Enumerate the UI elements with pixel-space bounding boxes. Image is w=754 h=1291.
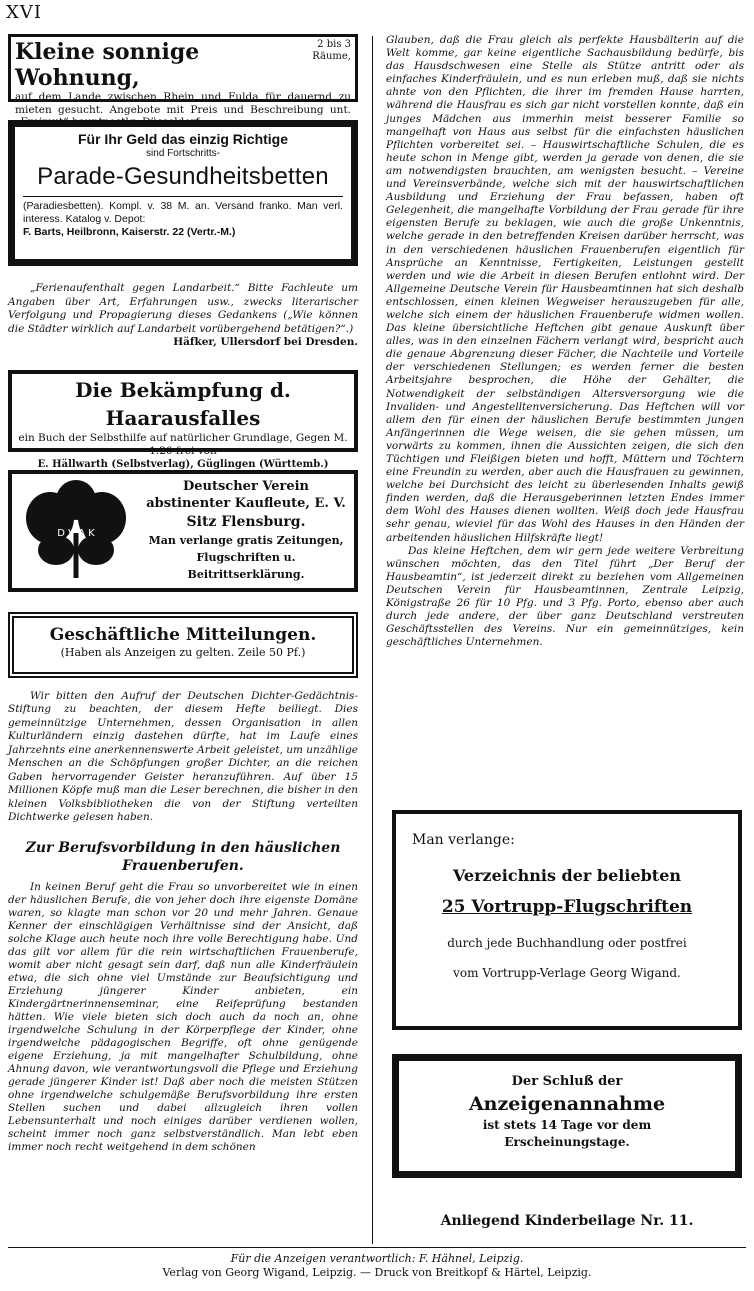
ad-abstinent-line2: abstinenter Kaufleute, E. V. xyxy=(146,495,346,511)
ad-vortrupp xyxy=(392,810,742,1030)
ad-beds-line1: Für Ihr Geld das einzig Richtige xyxy=(77,131,289,147)
footer-line1: Für die Anzeigen verantwortlich: F. Hähnel, Leipzig. xyxy=(230,1252,524,1265)
article-title: Zur Berufsvorbildung in den häuslichen Frauenberufen. xyxy=(25,839,341,874)
footer-rule xyxy=(8,1247,746,1248)
ad-beds-line2: sind Fortschritts- xyxy=(146,148,220,159)
article-body-start: In keinen Beruf geht die Frau so unvorbereitet wie in einen der häuslichen Berufe, die von jeher doch ihre eigenste Domäne waren, so klagte man schon vor 20 und mehr Jahren. Genaue Kenner der einschlägigen Verhältnisse sind der Ansicht, daß solche Klage auch heute noch ihre volle Berechtigung habe. Und das gilt vor allem für die rein wirtschaftlichen Frauenberufe, womit aber nicht gesagt sein darf, daß nun alle Kinderfräulein etwa, die sich ohne viel Umstände zur Beaufsichtigung und Erziehung jüngerer Kinder anbieten, ein Kindergärtnerinnenseminar, eine Reifeprüfung bestanden hätten. Wie viele bieten sich doch auch da noch an, ohne irgendwelche Schulung in der Körperpflege der Kinder, ohne irgendwelche pädagogischen Begriffe, oft ohne genügende eigene Erziehung, ja mit mangelhafter Schulbildung, ohne Ahnung davon, wie verantwortungsvoll die Pflege und Erziehung gerade jüngerer Kinder ist! Daß aber noch die meisten Stützen ohne irgendwelche schulgemäße Berufsvorbildung ihre ersten Stellen suchen und dabei allzugleich ihren vollen Lebensunterhalt und noch einiges darüber verdienen wollen, scheint immer noch ganz selbstverständlich. Man lebt eben immer noch recht weitgehend in dem schönen xyxy=(8,880,358,1153)
article-body-continued: Glauben, daß die Frau gleich als perfekte Hausbälterin auf die Welt komme, gar keine eigentliche Sachausbildung bedürfe, bis das Hausdschwesen eine Stelle als Stütze antritt oder als einfaches Kinderfräulein, und es nun erleben muß, daß sie nichts ahnte von den Pflichten, die ihrer im fremden Hause harrten, während die Hausfrau es sich gar nicht vorstellen konnte, daß ein junges Mädchen aus immerhin meist besserer Familie so mangelhaft von Haus aus selbst für die einfachsten häuslichen Pflichten vorbereitet sei. – Hauswirtschaftliche Schulen, die es heute schon in Menge gibt, werden ja gerade von denen, die sie am notwendigsten brauchten, am wenigsten besucht. – Vereine und Vereinsverbände, welche sich mit der hauswirtschaftlichen Ausbildung und Erziehung der Frau befassen, haben oft Gelegenheit, die mangelhafte Vorbildung der Frau gerade für ihre eigensten Berufe zu beklagen, wie auch die große Unkenntnis, welche gerade in den betreffenden Kreisen darüber herrscht, was in den verschiedenen häuslichen Frauenberufen eigentlich für Ansprüche an Kenntnisse, Fertigkeiten, Leistungen gestellt werden und wie die Arbeit in diesen Berufen entlohnt wird. Der Allgemeine Deutsche Verein für Hausbeamtinnen hat sich deshalb entschlossen, einen kleinen Wegweiser herauszugeben für alle, welche sich einem der häuslichen Frauenberufe widmen wollen. Das kleine übersichtliche Heftchen gibt genaue Auskunft über alles, was in den einzelnen Fächern verlangt wird, bespricht auch die genaue Abgrenzung dieser Fächer, die Nachteile und Vorteile der verschiedenen Stellungen; es werden ferner die besten Arbeitsjahre besprochen, die Höhe der Gehälter, die Notwendigkeit der selbständigen Altersversorgung wie die Invaliden- und Angestelltenversicherung. Das Heftchen will vor allem den für einen der häuslichen Berufe bestimmten jungen Anfängerinnen die Wege weisen, die sie gehen müssen, um vorwärts zu kommen, ihnen die Aussichten zeigen, die sich den Tüchtigen und Fleißigen bieten und hofft, Müttern und Töchtern eine Freundin zu werden, aber auch die Hausfrauen zu gewinnen, welche bei Durchsicht des leicht zu überlesenden Inhalts gewiß finden werden, daß die Herausgeberinnen letzten Endes immer dem Wohl des Hauses dienen wollten. Weiß doch jede Hausfrau sehr genau, wieviel für das Wohl des Hauses in den Händen der arbeitenden häuslichen Hilfskräfte liegt! xyxy=(386,34,744,544)
ad-hair-address: E. Hällwarth (Selbstverlag), Güglingen (Württemb.) xyxy=(37,458,329,470)
footer-line2: Verlag von Georg Wigand, Leipzig. — Druck von Breitkopf & Härtel, Leipzig. xyxy=(162,1266,592,1279)
right-column xyxy=(386,34,744,1229)
ad-apartment-rooms: 2 bis 3 Räume, xyxy=(312,39,351,62)
notice-ferien xyxy=(8,282,358,350)
supplement-note: Anliegend Kinderbeilage Nr. 11. xyxy=(440,1213,694,1229)
section-box-business xyxy=(8,612,358,678)
ad-hair xyxy=(8,370,358,470)
ad-vortrupp-line3: 25 Vortrupp-Flugschriften xyxy=(441,897,693,917)
ad-beds-divider xyxy=(23,196,343,197)
ad-apartment xyxy=(8,34,358,128)
ad-beds xyxy=(8,120,358,266)
ad-beds-body: (Paradiesbetten). Kompl. v. 38 M. an. Versand franko. Man verl. interess. Katalog v. Depot: xyxy=(23,200,343,225)
ad-vortrupp-line5: vom Vortrupp-Verlage Georg Wigand. xyxy=(453,966,681,980)
notice-body: „Ferienaufenthalt gegen Landarbeit.“ Bitte Fachleute um Angaben über Art, Erfahrungen usw., zwecks literarischer Verfolgung und Propagierung dieses Gedankens („Wie können die Städter wirklich auf Landarbeit vorübergehend betätigen?“.) xyxy=(8,282,358,335)
ad-abstinent-association xyxy=(8,470,358,592)
ad-abstinent-line3: Sitz Flensburg. xyxy=(186,513,306,530)
ad-vortrupp-line1: Man verlange: xyxy=(412,832,515,848)
column-divider xyxy=(372,36,373,1244)
ad-hair-title: Die Bekämpfung d. Haarausfalles xyxy=(75,377,291,430)
ad-vortrupp-line2: Verzeichnis der beliebten xyxy=(452,866,682,885)
ad-apartment-body: auf dem Lande zwischen Rhein und Fulda für dauernd zu mieten gesucht. Angebote mit Preis und Beschreibung unt. „Freimut“ hauptpostlg. Düsseldorf. xyxy=(15,91,351,128)
ad-vortrupp-line4: durch jede Buchhandlung oder postfrei xyxy=(447,936,687,950)
ad-abstinent-line4: Man verlange gratis Zeitungen, Flugschriften u. Beitrittserklärung. xyxy=(148,533,344,581)
notice-signature: Häfker, Ullersdorf bei Dresden. xyxy=(173,336,358,348)
ad-deadline-line1: Der Schluß der xyxy=(511,1074,623,1089)
ad-hair-body: ein Buch der Selbsthilfe auf natürlicher Grundlage, Gegen M. 1.20 frei von xyxy=(18,431,348,457)
section-subtitle: (Haben als Anzeigen zu gelten. Zeile 50 Pf.) xyxy=(60,645,306,659)
footer xyxy=(0,1252,754,1280)
ad-deadline-line4: Erscheinungstage. xyxy=(504,1135,630,1149)
ad-apartment-headline: Kleine sonnige Wohnung, xyxy=(15,39,200,91)
left-column xyxy=(8,34,358,1154)
section-title: Geschäftliche Mitteilungen. xyxy=(49,624,317,645)
logo-letters: D V A K xyxy=(57,527,95,539)
ad-deadline-line3: ist stets 14 Tage vor dem xyxy=(482,1118,652,1132)
oak-leaf-logo-icon xyxy=(16,478,136,584)
article-body-end: Das kleine Heftchen, dem wir gern jede weitere Verbreitung wünschen möchten, das den Titel führt „Der Beruf der Hausbeamtin“, ist jederzeit direkt zu beziehen vom Allgemeinen Deutschen Verein für Hausbeamtinnen, Zentrale Leipzig, Königstraße 26 für 10 Pfg. und 3 Pfg. Porto, ebenso aber auch durch jede andere, der über ganz Deutschland verstreuten Geschäftsstellen des Vereins. Nur ein gemeinnütziges, kein geschäftliches Unternehmen. xyxy=(386,544,744,649)
ad-abstinent-text xyxy=(142,478,350,584)
ad-abstinent-line1: Deutscher Verein xyxy=(182,478,309,494)
business-notice: Wir bitten den Aufruf der Deutschen Dichter-Gedächtnis-Stiftung zu beachten, der diesem Hefte beiliegt. Dies gemeinnützige Unternehmen, dessen Organisation in allen Kulturländern einzig dastehen dürfte, hat im Laufe eines Jahrzehnts eine anerkennenswerte Arbeit geleistet, um unzählige Menschen an die Schöpfungen großer Dichter, an die reichen Gaben hervorragender Geister heranzuführen. Auf über 15 Millionen Köpfe muß man die Leser berechnen, die bisher in den kleinen Volksbibliotheken die von der Stiftung verteilten Dichtwerke gelesen haben. xyxy=(8,689,358,823)
ad-beds-address: F. Barts, Heilbronn, Kaiserstr. 22 (Vertr.-M.) xyxy=(23,226,236,238)
ad-deadline xyxy=(392,1054,742,1178)
ad-deadline-line2: Anzeigenannahme xyxy=(468,1093,666,1115)
ad-beds-title: Parade-Gesundheitsbetten xyxy=(37,163,329,190)
page-number: XVI xyxy=(6,2,42,23)
